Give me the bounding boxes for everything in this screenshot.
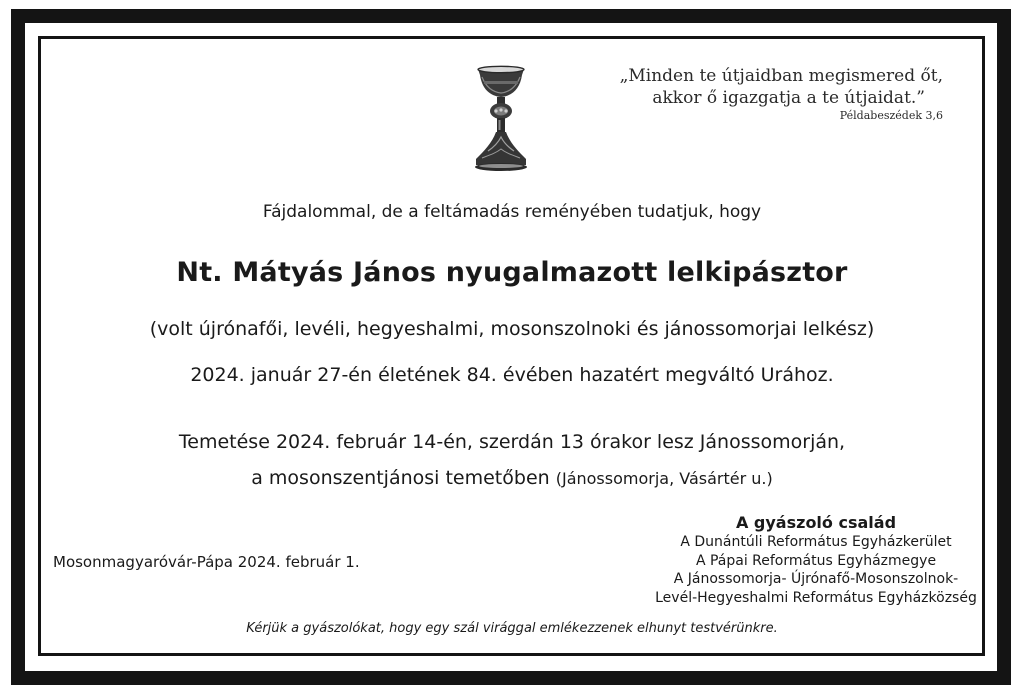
footer-request: Kérjük a gyászolókat, hogy egy szál virággal emlékezzenek elhunyt testvérünkre.: [246, 621, 778, 636]
chalice-icon: [472, 63, 530, 175]
family-line: A Pápai Református Egyházmegye: [695, 552, 937, 569]
family-line: Levél-Hegyeshalmi Református Egyházközség: [655, 589, 977, 606]
funeral-location: a mosonszentjánosi temetőben: [251, 467, 550, 489]
intro-text: Fájdalommal, de a feltámadás reményében tudatjuk, hogy: [262, 202, 762, 222]
bible-quote: [583, 65, 943, 123]
funeral-line-2: [40, 467, 984, 489]
mourning-family: [600, 513, 1024, 607]
deceased-name: Nt. Mátyás János nyugalmazott lelkipásztor: [176, 257, 848, 288]
family-title: A gyászoló család: [735, 513, 897, 532]
death-notice: 2024. január 27-én életének 84. évében hazatért megváltó Urához.: [190, 364, 834, 386]
funeral-address: (Jánossomorja, Vásártér u.): [555, 469, 773, 488]
quote-line-1: „Minden te útjaidban megismered őt,: [619, 66, 943, 86]
funeral-line-1: Temetése 2024. február 14-én, szerdán 13 órakor lesz Jánossomorján,: [178, 431, 846, 453]
family-line: A Dunántúli Református Egyházkerület: [680, 534, 952, 550]
quote-reference: Példabeszédek 3,6: [839, 109, 943, 122]
family-line: A Jánossomorja- Újrónafő-Mosonszolnok-: [673, 571, 959, 587]
place-and-date: Mosonmagyaróvár-Pápa 2024. február 1.: [53, 553, 360, 571]
quote-line-2: akkor ő igazgatja a te útjaidat.”: [652, 88, 925, 108]
former-roles: (volt újrónafői, levéli, hegyeshalmi, mosonszolnoki és jánossomorjai lelkész): [149, 318, 875, 340]
